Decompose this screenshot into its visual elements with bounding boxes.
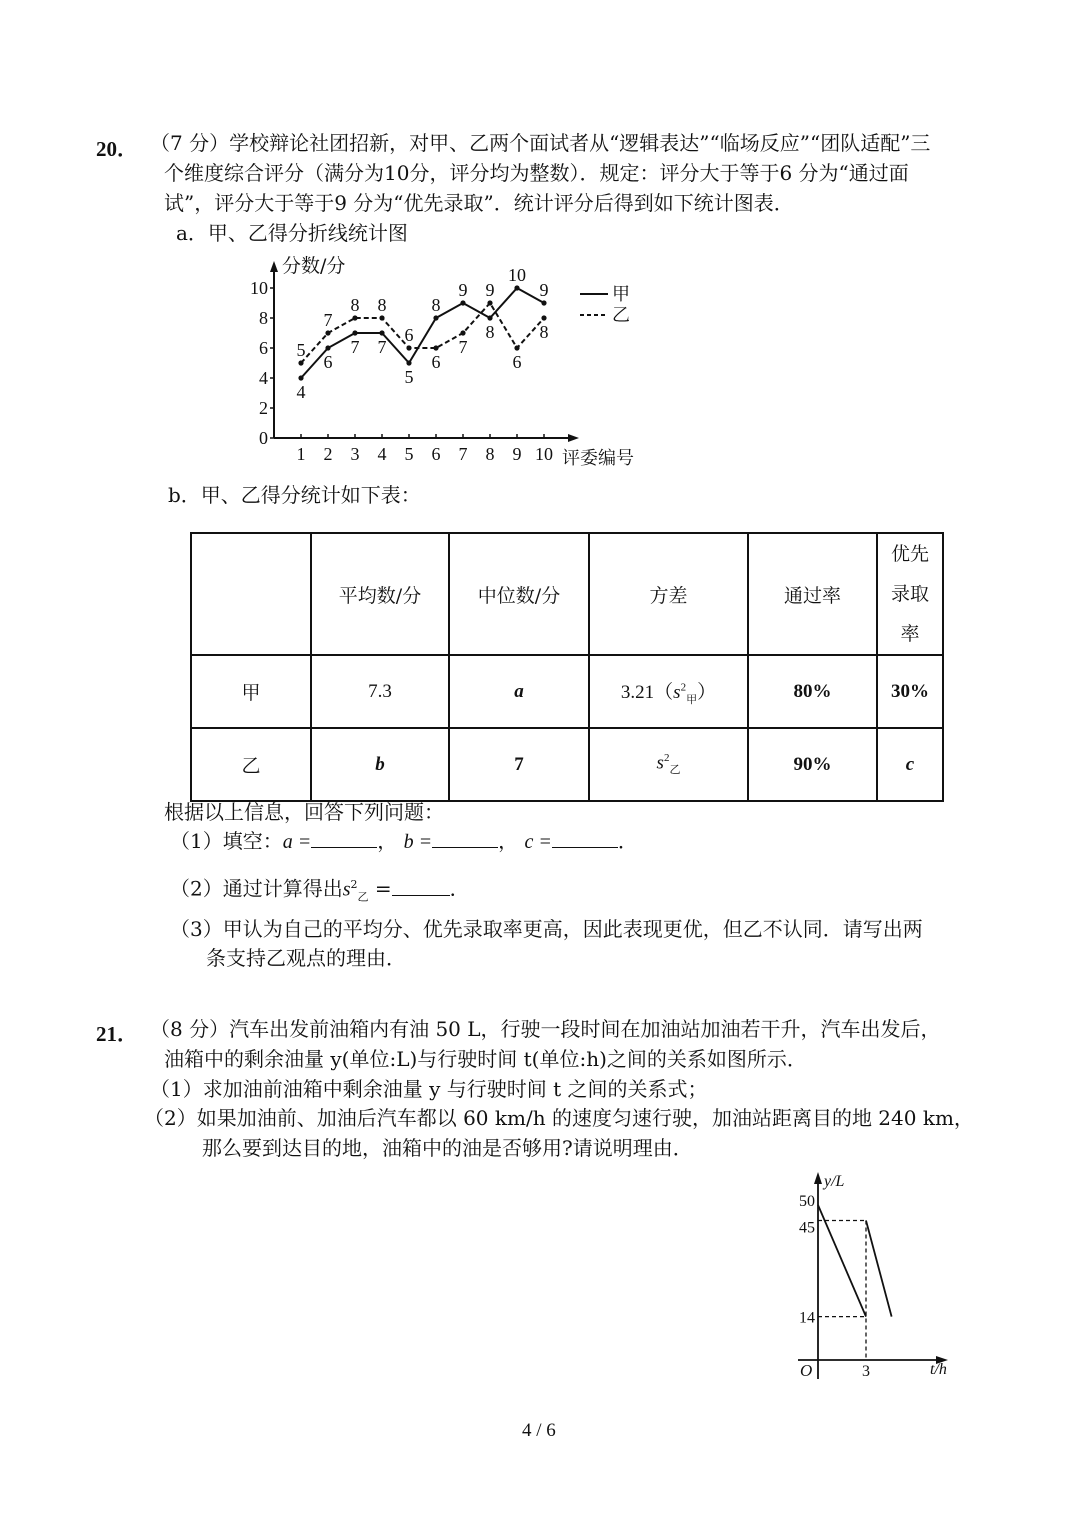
data-label: 7 <box>350 337 360 357</box>
x-axis-arrow <box>568 434 579 442</box>
data-point <box>541 300 546 305</box>
y-tick-label: 45 <box>799 1219 815 1237</box>
data-point <box>352 330 357 335</box>
header-priority-rate-line-1: 优先录取 <box>890 543 929 605</box>
data-point <box>325 345 330 350</box>
row-name: 甲 <box>191 655 311 728</box>
data-point <box>487 315 492 320</box>
y-tick-label: 8 <box>259 308 268 328</box>
segment-before-refuel <box>818 1205 866 1317</box>
origin-label: O <box>800 1361 813 1380</box>
variance-subscript: 甲 <box>686 693 698 706</box>
x-tick-label: 6 <box>431 444 441 464</box>
question-21-sub-2-line-2: 那么要到达目的地，油箱中的油是否够用?请说明理由． <box>202 1136 693 1160</box>
part-a-title: a．甲、乙得分折线统计图 <box>176 221 408 245</box>
chart-series <box>298 285 546 380</box>
series-line-jia <box>301 288 544 378</box>
x-tick-label: 9 <box>512 444 522 464</box>
x-tick-label: 3 <box>350 444 360 464</box>
data-point <box>460 300 465 305</box>
header-priority-rate-line-2: 率 <box>900 623 920 645</box>
part-b-title: b．甲、乙得分统计如下表： <box>168 483 421 507</box>
x-tick-label: 3 <box>862 1363 870 1380</box>
data-label: 7 <box>323 310 333 330</box>
data-point <box>433 315 438 320</box>
blank-b <box>432 829 498 848</box>
y-tick-label: 10 <box>250 278 268 298</box>
variance-symbol: s <box>673 681 681 703</box>
blank-variance <box>392 877 450 896</box>
table-row <box>191 655 943 728</box>
question-21-sub-1: （1）求加油前油箱中剩余油量 y 与行驶时间 t 之间的关系式； <box>150 1077 708 1101</box>
variance-value: 3.21（ <box>620 681 674 703</box>
data-point <box>406 360 411 365</box>
sub-question-2: （2）通过计算得出$s^2_乙$ = ． <box>170 876 470 904</box>
data-label: 4 <box>296 382 306 402</box>
question-21-line-1: （8 分）汽车出发前油箱内有油 50 L，行驶一段时间在加油站加油若干升，汽车出发后， <box>150 1017 941 1041</box>
blank-c-label: c = <box>524 831 552 853</box>
score-line-chart <box>240 252 660 472</box>
chart-legend <box>580 284 630 326</box>
variance-symbol: s <box>342 878 351 901</box>
chart-data-labels <box>297 265 549 402</box>
row-priority-rate: 30% <box>877 655 943 728</box>
question-21-number: 21． <box>96 1022 138 1046</box>
question-21-sub-2-line-1: （2）如果加油前、加油后汽车都以 60 km/h 的速度匀速行驶，加油站距离目的地 240 km， <box>144 1106 974 1130</box>
row-median: 7 <box>449 728 589 801</box>
x-tick-label: 4 <box>377 444 387 464</box>
data-label: 6 <box>431 352 441 372</box>
sub-question-1-prefix: （1）填空： <box>170 829 283 853</box>
graph-axes <box>798 1172 948 1379</box>
row-variance: $3.21(s^2_甲)$ <box>589 655 748 728</box>
graph-series <box>818 1205 892 1317</box>
fuel-graph <box>770 1164 970 1389</box>
data-point <box>379 315 384 320</box>
legend-label-yi: 乙 <box>612 305 630 326</box>
chart-axes <box>270 261 579 442</box>
data-point <box>487 300 492 305</box>
graph-guides <box>818 1221 866 1361</box>
chart-ticks <box>250 278 553 464</box>
x-tick-label: 2 <box>323 444 333 464</box>
y-tick-label: 2 <box>259 398 268 418</box>
y-tick-label: 0 <box>259 428 268 448</box>
y-tick-label: 4 <box>259 368 268 388</box>
blank-a <box>311 829 377 848</box>
row-mean: b <box>311 728 449 801</box>
row-mean: 7.3 <box>311 655 449 728</box>
row-variance: $s^2_乙$ <box>589 728 748 801</box>
variance-symbol: s <box>656 752 664 774</box>
x-tick-label: 1 <box>296 444 306 464</box>
x-axis-label: 评委编号 <box>562 448 634 469</box>
header-mean: 平均数/分 <box>311 533 449 655</box>
data-label: 10 <box>508 265 526 285</box>
y-axis-label: 分数/分 <box>282 255 346 277</box>
header-pass-rate: 通过率 <box>748 533 877 655</box>
row-name: 乙 <box>191 728 311 801</box>
y-axis-arrow <box>814 1172 822 1184</box>
x-tick-label: 7 <box>458 444 468 464</box>
sub-question-3-line-2: 条支持乙观点的理由． <box>206 946 406 970</box>
blank-a-label: a = <box>282 831 312 853</box>
data-point <box>406 345 411 350</box>
data-point <box>325 330 330 335</box>
x-axis-label: t/h <box>930 1361 947 1378</box>
data-label: 7 <box>458 337 468 357</box>
y-tick-label: 14 <box>799 1309 815 1327</box>
y-tick-label: 6 <box>259 338 268 358</box>
question-20-number: 20． <box>96 137 138 161</box>
header-blank <box>191 533 311 655</box>
row-pass-rate: 80% <box>748 655 877 728</box>
header-median: 中位数/分 <box>449 533 589 655</box>
header-priority-rate <box>877 533 943 655</box>
x-tick-label: 8 <box>485 444 495 464</box>
data-point <box>460 330 465 335</box>
series-line-yi <box>301 303 544 363</box>
segment-after-refuel <box>866 1221 892 1317</box>
data-point <box>541 315 546 320</box>
sub-question-1: （1）填空：a = ， b = ， c = ． <box>170 829 638 853</box>
data-label: 8 <box>350 295 360 315</box>
row-pass-rate: 90% <box>748 728 877 801</box>
legend-label-jia: 甲 <box>612 284 630 305</box>
question-20-line-3: 试”，评分大于等于9 分为“优先录取”．统计评分后得到如下统计图表． <box>164 191 794 215</box>
blank-b-label: b = <box>403 831 433 853</box>
row-median: a <box>449 655 589 728</box>
data-point <box>352 315 357 320</box>
blank-c <box>552 829 618 848</box>
variance-subscript: 乙 <box>669 764 681 777</box>
data-label: 9 <box>485 280 495 300</box>
y-axis-label: y/L <box>824 1173 845 1190</box>
table-row <box>191 728 943 801</box>
y-axis-arrow <box>270 261 278 272</box>
data-point <box>514 345 519 350</box>
data-point <box>298 360 303 365</box>
data-point <box>433 345 438 350</box>
data-label: 8 <box>431 295 441 315</box>
data-label: 8 <box>377 295 387 315</box>
data-label: 7 <box>377 337 387 357</box>
data-point <box>379 330 384 335</box>
data-label: 6 <box>323 352 333 372</box>
data-label: 8 <box>485 322 495 342</box>
question-20-line-1: （7 分）学校辩论社团招新，对甲、乙两个面试者从“逻辑表达”“临场反应”“团队适配”三 <box>150 131 931 155</box>
x-tick-label: 5 <box>404 444 414 464</box>
data-label: 8 <box>539 322 549 342</box>
row-priority-rate: c <box>877 728 943 801</box>
question-21-line-2: 油箱中的剩余油量 y(单位:L)与行驶时间 t(单位:h)之间的关系如图所示． <box>164 1047 807 1071</box>
sub-question-2-text: （2）通过计算得出 <box>170 876 343 901</box>
data-label: 6 <box>512 352 522 372</box>
data-label: 5 <box>296 340 306 360</box>
statistics-table <box>190 532 944 802</box>
page-number: 4 / 6 <box>522 1420 556 1441</box>
data-point <box>514 285 519 290</box>
data-label: 9 <box>458 280 468 300</box>
question-20-line-2: 个维度综合评分（满分为10分，评分均为整数）．规定：评分大于等于6 分为“通过面 <box>164 161 909 185</box>
table-header-row <box>191 533 943 655</box>
y-tick-label: 50 <box>799 1193 815 1210</box>
variance-subscript: 乙 <box>357 890 369 904</box>
header-variance: 方差 <box>589 533 748 655</box>
data-point <box>298 375 303 380</box>
sub-question-3-line-1: （3）甲认为自己的平均分、优先录取率更高，因此表现更优，但乙不认同．请写出两 <box>170 917 923 941</box>
data-label: 9 <box>539 280 549 300</box>
variance-close: ） <box>697 681 717 703</box>
data-label: 6 <box>404 325 414 345</box>
questions-intro: 根据以上信息，回答下列问题： <box>164 800 444 824</box>
data-label: 5 <box>404 367 414 387</box>
x-tick-label: 10 <box>535 444 553 464</box>
